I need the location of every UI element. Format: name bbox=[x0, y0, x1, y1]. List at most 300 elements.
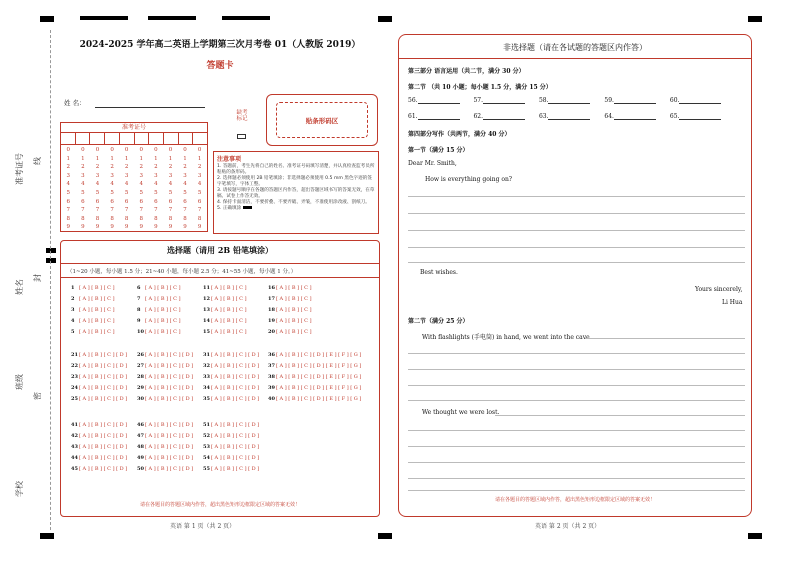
answer-options[interactable]: [ A ] [ B ] [ C ] bbox=[145, 329, 181, 335]
writing-line[interactable] bbox=[408, 196, 745, 197]
answer-options[interactable]: [ A ] [ B ] [ C ] [ D ] bbox=[211, 433, 260, 439]
exam-id-digit[interactable]: 9 bbox=[197, 224, 202, 231]
exam-id-digit[interactable]: 9 bbox=[66, 224, 71, 231]
side-label-school: 学校 bbox=[15, 481, 24, 497]
exam-id-digit[interactable]: 9 bbox=[81, 224, 85, 231]
exam-id-digit[interactable]: 6 bbox=[66, 198, 71, 205]
exam-id-digit[interactable]: 4 bbox=[124, 181, 129, 188]
answer-options[interactable]: [ A ] [ B ] [ C ] bbox=[145, 307, 181, 313]
answer-options[interactable]: [ A ] [ B ] [ C ] bbox=[79, 285, 115, 291]
writing-line[interactable] bbox=[408, 478, 745, 479]
exam-id-digit[interactable]: 9 bbox=[183, 224, 187, 231]
writing1-title: 第一节（满分 15 分） bbox=[408, 147, 469, 154]
exam-id-digit[interactable]: 4 bbox=[168, 181, 173, 188]
name-field[interactable] bbox=[95, 107, 205, 108]
answer-options[interactable]: [ A ] [ B ] [ C ] [ D ] bbox=[79, 396, 128, 402]
exam-id-digit[interactable]: 1 bbox=[197, 155, 202, 162]
question-number: 35 bbox=[203, 396, 210, 402]
question-number: 37 bbox=[268, 363, 275, 369]
exam-id-digit[interactable]: 1 bbox=[124, 155, 129, 162]
exam-id-digit[interactable]: 6 bbox=[154, 198, 158, 205]
answer-options[interactable]: [ A ] [ B ] [ C ] bbox=[276, 296, 312, 302]
card-title: 答题卡 bbox=[206, 61, 234, 71]
letter-greeting: Dear Mr. Smith, bbox=[408, 160, 457, 167]
answer-options[interactable]: [ A ] [ B ] [ C ] bbox=[211, 285, 247, 291]
exam-id-digit[interactable]: 3 bbox=[110, 172, 114, 179]
notice-item: 2. 选择题必须使用 2B 铅笔填涂；非选择题必须使用 0.5 mm 黑色字迹的签字笔填写，字体工整。 bbox=[217, 175, 372, 187]
answer-options[interactable]: [ A ] [ B ] [ C ] [ D ] bbox=[211, 396, 260, 402]
question-number: 6 bbox=[137, 285, 141, 291]
exam-id-digit[interactable]: 4 bbox=[197, 181, 202, 188]
exam-id-digit[interactable]: 7 bbox=[95, 207, 100, 214]
notice-item: 4. 保持卡面清洁，不要折叠、不要弄破、弄皱，不准使用涂改液、刮纸刀。 bbox=[217, 199, 370, 205]
exam-id-digit[interactable]: 6 bbox=[95, 198, 100, 205]
side-cut-seal: 封 bbox=[33, 274, 42, 282]
exam-id-digit[interactable]: 6 bbox=[110, 198, 114, 205]
question-number: 22 bbox=[71, 363, 78, 369]
barcode-area: 贴条形码区 bbox=[276, 102, 368, 138]
exam-id-digit[interactable]: 0 bbox=[139, 147, 144, 153]
exam-id-column[interactable] bbox=[76, 146, 91, 232]
writing-line[interactable] bbox=[408, 462, 745, 463]
exam-id-digit[interactable]: 1 bbox=[168, 155, 173, 162]
corner-mark bbox=[40, 533, 54, 539]
answer-options[interactable]: [ A ] [ B ] [ C ] [ D ] bbox=[145, 363, 194, 369]
notice-item: 3. 请按题号顺序在各题的答题区内作答，超出答题区域书写的答案无效，在草稿、试卷上作答无效。 bbox=[217, 187, 375, 199]
question-number: 8 bbox=[137, 307, 141, 313]
part3-title: 第三部分 语言运用（共二节，满分 30 分） bbox=[408, 68, 525, 75]
exam-id-digit[interactable]: 8 bbox=[66, 215, 71, 222]
answer-options[interactable]: [ A ] [ B ] [ C ] [ D ] bbox=[211, 374, 260, 380]
question-number: 44 bbox=[71, 455, 78, 461]
exam-id-digit-columns[interactable] bbox=[61, 146, 207, 232]
exam-id-digit[interactable]: 0 bbox=[183, 147, 187, 153]
exam-id-digit[interactable]: 8 bbox=[124, 215, 129, 222]
answer-options[interactable]: [ A ] [ B ] [ C ] [ D ] bbox=[145, 352, 194, 358]
exam-id-digit[interactable]: 5 bbox=[154, 189, 158, 196]
answer-blank[interactable] bbox=[418, 98, 460, 104]
answer-options[interactable]: [ A ] [ B ] [ C ] bbox=[276, 285, 312, 291]
exam-id-digit[interactable]: 4 bbox=[81, 181, 85, 188]
question-number: 9 bbox=[137, 318, 141, 324]
exam-id-digit[interactable]: 8 bbox=[168, 215, 173, 222]
answer-options[interactable]: [ A ] [ B ] [ C ] [ D ] bbox=[211, 422, 260, 428]
question-number: 38 bbox=[268, 374, 275, 380]
missing-label: 缺考 标记 bbox=[236, 110, 248, 123]
exam-id-digit[interactable]: 4 bbox=[95, 181, 100, 188]
question-number: 11 bbox=[203, 285, 210, 291]
writing2-title: 第二节（满分 25 分） bbox=[408, 318, 469, 325]
answer-options[interactable]: [ A ] [ B ] [ C ] [ D ] bbox=[145, 396, 194, 402]
exam-id-digit[interactable]: 1 bbox=[81, 155, 85, 162]
writing-line[interactable] bbox=[495, 415, 745, 416]
question-number: 53 bbox=[203, 444, 210, 450]
exam-id-column[interactable] bbox=[105, 146, 120, 232]
exam-id-digit[interactable]: 5 bbox=[95, 189, 100, 196]
answer-options[interactable]: [ A ] [ B ] [ C ] [ D ] bbox=[145, 385, 194, 391]
notice-item: 1. 答题前，考生先将自己的姓名、准考证号码填写清楚，并认真检查监考员所粘贴的条形码。 bbox=[217, 164, 375, 175]
notice-item: 5. 正确填涂 bbox=[217, 206, 375, 212]
exam-id-digit[interactable]: 3 bbox=[139, 172, 144, 179]
exam-id-write-row bbox=[61, 133, 207, 145]
exam-id-column[interactable] bbox=[192, 146, 207, 232]
question-number: 28 bbox=[137, 374, 144, 380]
exam-id-digit[interactable]: 0 bbox=[168, 147, 173, 153]
right-header: 非选择题（请在各试题的答题区内作答） bbox=[503, 43, 647, 52]
question-number: 25 bbox=[71, 396, 78, 402]
exam-id-digit[interactable]: 0 bbox=[154, 147, 158, 153]
exam-id-digit[interactable]: 2 bbox=[168, 164, 173, 171]
exam-id-digit[interactable]: 3 bbox=[168, 172, 173, 179]
timing-mark bbox=[46, 258, 56, 263]
name-label: 姓 名： bbox=[64, 99, 86, 107]
exam-id-digit[interactable]: 2 bbox=[197, 164, 202, 171]
exam-id-digit[interactable]: 7 bbox=[110, 207, 114, 214]
exam-id-digit[interactable]: 0 bbox=[66, 147, 71, 153]
exam-id-digit[interactable]: 5 bbox=[124, 189, 129, 196]
question-number: 33 bbox=[203, 374, 210, 380]
question-number: 29 bbox=[137, 385, 144, 391]
exam-id-digit[interactable]: 3 bbox=[183, 172, 187, 179]
exam-id-digit[interactable]: 4 bbox=[183, 181, 187, 188]
letter-signer: Li Hua bbox=[722, 299, 743, 306]
writing-line[interactable] bbox=[408, 490, 745, 491]
side-cut-line: 线 bbox=[33, 157, 42, 165]
exam-id-digit[interactable]: 5 bbox=[81, 189, 85, 196]
side-label-class: 班级 bbox=[15, 374, 24, 390]
corner-mark bbox=[748, 533, 762, 539]
exam-id-digit[interactable]: 6 bbox=[168, 198, 173, 205]
question-number: 21 bbox=[71, 352, 78, 358]
exam-id-digit[interactable]: 8 bbox=[110, 215, 114, 222]
blank-row-2: 61. 62. 63. 64. 65. bbox=[408, 113, 733, 120]
choice-answers[interactable] bbox=[61, 241, 379, 516]
question-number: 24 bbox=[71, 385, 78, 391]
footer-warning-left: 请在各题目的答题区域内作答，超出黑色矩形边框限定区域的答案无效！ bbox=[139, 502, 300, 508]
answer-options[interactable]: [ A ] [ B ] [ C ] [ D ] bbox=[79, 466, 128, 472]
answer-options[interactable]: [ A ] [ B ] [ C ] [ D ] bbox=[211, 455, 260, 461]
exam-id-digit[interactable]: 2 bbox=[139, 164, 144, 171]
exam-id-digit[interactable]: 1 bbox=[139, 155, 144, 162]
answer-blank[interactable] bbox=[679, 98, 721, 104]
letter-signoff: Yours sincerely, bbox=[695, 286, 743, 293]
answer-options[interactable]: [ A ] [ B ] [ C ] bbox=[145, 318, 181, 324]
answer-options[interactable]: [ A ] [ B ] [ C ] bbox=[211, 318, 247, 324]
exam-id-digit[interactable]: 7 bbox=[154, 207, 158, 214]
writing-line[interactable] bbox=[408, 430, 745, 431]
exam-id-digit[interactable]: 0 bbox=[81, 147, 85, 153]
answer-options[interactable]: [ A ] [ B ] [ C ] [ D ] [ E ] [ F ] [ G ] bbox=[276, 352, 362, 358]
timing-mark bbox=[80, 16, 128, 20]
writing-line[interactable] bbox=[408, 247, 745, 248]
exam-id-digit[interactable]: 0 bbox=[95, 147, 100, 153]
choice-note: （1~20 小题，每小题 1.5 分；21~40 小题，每小题 2.5 分；41~55 小题，每小题 1 分。） bbox=[67, 269, 297, 275]
answer-blank[interactable] bbox=[679, 114, 721, 120]
answer-blank[interactable] bbox=[548, 98, 590, 104]
letter-closing: Best wishes. bbox=[420, 269, 458, 276]
exam-id-digit[interactable]: 7 bbox=[81, 207, 85, 214]
exam-id-digit[interactable]: 7 bbox=[183, 207, 187, 214]
answer-options[interactable]: [ A ] [ B ] [ C ] [ D ] bbox=[79, 363, 128, 369]
answer-options[interactable]: [ A ] [ B ] [ C ] [ D ] [ E ] [ F ] [ G ] bbox=[276, 363, 362, 369]
question-number: 47 bbox=[137, 433, 144, 439]
exam-id-digit[interactable]: 8 bbox=[154, 215, 158, 222]
letter-opening: How is everything going on? bbox=[425, 176, 513, 183]
exam-id-column[interactable] bbox=[90, 146, 105, 232]
choice-title: 选择题（请用 2B 铅笔填涂） bbox=[167, 245, 273, 255]
question-number: 3 bbox=[71, 307, 75, 313]
question-number: 5 bbox=[71, 329, 75, 335]
exam-id-digit[interactable]: 6 bbox=[81, 198, 85, 205]
answer-options[interactable]: [ A ] [ B ] [ C ] [ D ] bbox=[79, 444, 128, 450]
exam-id-digit[interactable]: 7 bbox=[168, 207, 173, 214]
answer-options[interactable]: [ A ] [ B ] [ C ] [ D ] bbox=[79, 374, 128, 380]
exam-id-digit[interactable]: 2 bbox=[95, 164, 100, 171]
exam-id-digit[interactable]: 9 bbox=[110, 224, 114, 231]
answer-options[interactable]: [ A ] [ B ] [ C ] [ D ] bbox=[211, 385, 260, 391]
exam-id-digit[interactable]: 1 bbox=[154, 155, 158, 162]
exam-id-digit[interactable]: 6 bbox=[197, 198, 202, 205]
exam-id-digit[interactable]: 0 bbox=[110, 147, 114, 153]
writing-line[interactable] bbox=[408, 400, 745, 401]
answer-options[interactable]: [ A ] [ B ] [ C ] bbox=[276, 307, 312, 313]
writing-line[interactable] bbox=[408, 262, 745, 263]
filled-sample-mark bbox=[243, 206, 252, 209]
answer-options[interactable]: [ A ] [ B ] [ C ] [ D ] bbox=[211, 466, 260, 472]
question-number: 32 bbox=[203, 363, 210, 369]
answer-options[interactable]: [ A ] [ B ] [ C ] [ D ] bbox=[211, 352, 260, 358]
answer-options[interactable]: [ A ] [ B ] [ C ] [ D ] bbox=[145, 374, 194, 380]
continuation-para1: With flashlights (手电筒) in hand, we went into the cave. bbox=[422, 334, 592, 341]
answer-options[interactable]: [ A ] [ B ] [ C ] [ D ] bbox=[145, 422, 194, 428]
question-number: 23 bbox=[71, 374, 78, 380]
question-number: 41 bbox=[71, 422, 78, 428]
exam-id-column[interactable] bbox=[61, 146, 76, 232]
exam-id-digit[interactable]: 7 bbox=[124, 207, 129, 214]
question-number: 42 bbox=[71, 433, 78, 439]
answer-options[interactable]: [ A ] [ B ] [ C ] bbox=[276, 329, 312, 335]
answer-blank[interactable] bbox=[483, 98, 525, 104]
exam-id-digit[interactable]: 1 bbox=[66, 155, 71, 162]
exam-id-digit[interactable]: 7 bbox=[66, 207, 71, 214]
answer-options[interactable]: [ A ] [ B ] [ C ] bbox=[79, 329, 115, 335]
exam-title: 2024-2025 学年高二英语上学期第三次月考卷 01（人教版 2019） bbox=[79, 40, 361, 50]
exam-id-digit[interactable]: 8 bbox=[81, 215, 85, 222]
question-number: 39 bbox=[268, 385, 275, 391]
answer-options[interactable]: [ A ] [ B ] [ C ] bbox=[145, 296, 181, 302]
question-number: 2 bbox=[71, 296, 75, 302]
exam-id-column[interactable] bbox=[163, 146, 178, 232]
exam-id-digit[interactable]: 5 bbox=[197, 189, 202, 196]
answer-options[interactable]: [ A ] [ B ] [ C ] [ D ] bbox=[145, 466, 194, 472]
exam-id-digit[interactable]: 3 bbox=[154, 172, 158, 179]
question-number: 15 bbox=[203, 329, 210, 335]
answer-options[interactable]: [ A ] [ B ] [ C ] [ D ] bbox=[79, 422, 128, 428]
exam-id-digit[interactable]: 2 bbox=[124, 164, 129, 171]
answer-options[interactable]: [ A ] [ B ] [ C ] [ D ] bbox=[145, 433, 194, 439]
answer-options[interactable]: [ A ] [ B ] [ C ] [ D ] bbox=[79, 433, 128, 439]
question-number: 19 bbox=[268, 318, 275, 324]
corner-mark bbox=[378, 16, 392, 22]
exam-id-digit[interactable]: 2 bbox=[110, 164, 114, 171]
answer-options[interactable]: [ A ] [ B ] [ C ] bbox=[211, 296, 247, 302]
question-number: 51 bbox=[203, 422, 210, 428]
answer-options[interactable]: [ A ] [ B ] [ C ] [ D ] bbox=[145, 455, 194, 461]
question-number: 26 bbox=[137, 352, 144, 358]
question-number: 14 bbox=[203, 318, 210, 324]
answer-options[interactable]: [ A ] [ B ] [ C ] bbox=[79, 296, 115, 302]
answer-options[interactable]: [ A ] [ B ] [ C ] [ D ] bbox=[79, 385, 128, 391]
exam-id-digit[interactable]: 3 bbox=[197, 172, 202, 179]
answer-blank[interactable] bbox=[614, 114, 656, 120]
exam-id-digit[interactable]: 1 bbox=[110, 155, 114, 162]
exam-id-digit[interactable]: 4 bbox=[66, 181, 71, 188]
question-number: 16 bbox=[268, 285, 275, 291]
question-number: 31 bbox=[203, 352, 210, 358]
footer-warning-right: 请在各题目的答题区域内作答，超出黑色矩形边框限定区域的答案无效！ bbox=[494, 497, 655, 503]
binding-line bbox=[50, 30, 51, 530]
exam-id-column[interactable] bbox=[149, 146, 164, 232]
exam-id-digit[interactable]: 4 bbox=[110, 181, 114, 188]
timing-mark bbox=[46, 248, 56, 253]
side-label-id: 准考证号 bbox=[15, 153, 24, 185]
answer-options[interactable]: [ A ] [ B ] [ C ] bbox=[276, 318, 312, 324]
question-number: 45 bbox=[71, 466, 78, 472]
side-cut-secret: 密 bbox=[33, 392, 42, 400]
exam-id-digit[interactable]: 2 bbox=[81, 164, 85, 171]
question-number: 18 bbox=[268, 307, 275, 313]
exam-id-column[interactable] bbox=[134, 146, 149, 232]
question-number: 55 bbox=[203, 466, 210, 472]
exam-id-digit[interactable]: 3 bbox=[124, 172, 129, 179]
question-number: 34 bbox=[203, 385, 210, 391]
answer-options[interactable]: [ A ] [ B ] [ C ] bbox=[145, 285, 181, 291]
exam-id-digit[interactable]: 6 bbox=[139, 198, 144, 205]
writing-line[interactable] bbox=[408, 369, 745, 370]
question-number: 43 bbox=[71, 444, 78, 450]
exam-id-digit[interactable]: 9 bbox=[168, 224, 173, 231]
answer-options[interactable]: [ A ] [ B ] [ C ] [ D ] bbox=[79, 455, 128, 461]
exam-id-digit[interactable]: 9 bbox=[124, 224, 129, 231]
exam-id-column[interactable] bbox=[178, 146, 193, 232]
exam-id-header: 准考证号 bbox=[61, 123, 207, 133]
answer-options[interactable]: [ A ] [ B ] [ C ] bbox=[211, 329, 247, 335]
writing-line[interactable] bbox=[408, 353, 745, 354]
answer-options[interactable]: [ A ] [ B ] [ C ] [ D ] bbox=[79, 352, 128, 358]
answer-options[interactable]: [ A ] [ B ] [ C ] [ D ] [ E ] [ F ] [ G ] bbox=[276, 385, 362, 391]
exam-id-digit[interactable]: 3 bbox=[95, 172, 100, 179]
exam-id-digit[interactable]: 2 bbox=[183, 164, 187, 171]
exam-id-digit[interactable]: 5 bbox=[110, 189, 114, 196]
answer-blank[interactable] bbox=[483, 114, 525, 120]
writing-line[interactable] bbox=[408, 230, 745, 231]
notice-box bbox=[213, 151, 379, 234]
exam-id-digit[interactable]: 8 bbox=[183, 215, 187, 222]
answer-options[interactable]: [ A ] [ B ] [ C ] bbox=[79, 318, 115, 324]
exam-id-grid bbox=[60, 122, 208, 232]
answer-options[interactable]: [ A ] [ B ] [ C ] [ D ] bbox=[145, 444, 194, 450]
exam-id-digit[interactable]: 2 bbox=[66, 164, 71, 171]
timing-mark bbox=[222, 16, 270, 20]
answer-options[interactable]: [ A ] [ B ] [ C ] [ D ] [ E ] [ F ] [ G ] bbox=[276, 374, 362, 380]
page-number-right: 英语 第 2 页（共 2 页） bbox=[535, 523, 601, 530]
exam-id-digit[interactable]: 5 bbox=[66, 189, 71, 196]
part4-title: 第四部分写作（共两节，满分 40 分） bbox=[408, 131, 511, 138]
exam-id-column[interactable] bbox=[119, 146, 134, 232]
exam-id-digit[interactable]: 8 bbox=[139, 215, 144, 222]
answer-blank[interactable] bbox=[614, 98, 656, 104]
writing-line[interactable] bbox=[408, 213, 745, 214]
exam-id-digit[interactable]: 7 bbox=[139, 207, 144, 214]
exam-id-digit[interactable]: 8 bbox=[95, 215, 100, 222]
writing-line[interactable] bbox=[585, 338, 745, 339]
exam-id-digit[interactable]: 6 bbox=[183, 198, 187, 205]
exam-id-digit[interactable]: 0 bbox=[124, 147, 129, 153]
question-number: 20 bbox=[268, 329, 275, 335]
exam-id-digit[interactable]: 8 bbox=[197, 215, 202, 222]
answer-options[interactable]: [ A ] [ B ] [ C ] bbox=[211, 307, 247, 313]
question-number: 54 bbox=[203, 455, 210, 461]
section2-title: 第二节 （共 10 小题；每小题 1.5 分，满分 15 分） bbox=[408, 84, 552, 91]
exam-id-digit[interactable]: 5 bbox=[168, 189, 173, 196]
corner-mark bbox=[378, 533, 392, 539]
exam-id-digit[interactable]: 4 bbox=[139, 181, 144, 188]
notice-title: 注意事项 bbox=[217, 156, 242, 163]
side-label-name: 姓名 bbox=[15, 279, 24, 295]
exam-id-digit[interactable]: 7 bbox=[197, 207, 202, 214]
exam-id-digit[interactable]: 6 bbox=[124, 198, 129, 205]
question-number: 48 bbox=[137, 444, 144, 450]
exam-id-digit[interactable]: 4 bbox=[154, 181, 158, 188]
exam-id-digit[interactable]: 5 bbox=[139, 189, 144, 196]
writing-line[interactable] bbox=[408, 385, 745, 386]
question-number: 10 bbox=[137, 329, 144, 335]
missing-box[interactable] bbox=[237, 134, 246, 139]
exam-id-digit[interactable]: 3 bbox=[81, 172, 85, 179]
exam-id-digit[interactable]: 5 bbox=[183, 189, 187, 196]
question-number: 50 bbox=[137, 466, 144, 472]
answer-options[interactable]: [ A ] [ B ] [ C ] [ D ] [ E ] [ F ] [ G ] bbox=[276, 396, 362, 402]
question-number: 40 bbox=[268, 396, 275, 402]
question-number: 30 bbox=[137, 396, 144, 402]
exam-id-digit[interactable]: 9 bbox=[154, 224, 158, 231]
blank-row-1: 56. 57. 58. 59. 60. bbox=[408, 97, 733, 104]
exam-id-digit[interactable]: 2 bbox=[154, 164, 158, 171]
timing-mark bbox=[148, 16, 196, 20]
question-number: 17 bbox=[268, 296, 275, 302]
exam-id-digit[interactable]: 1 bbox=[183, 155, 187, 162]
exam-id-digit[interactable]: 0 bbox=[197, 147, 202, 153]
answer-options[interactable]: [ A ] [ B ] [ C ] bbox=[79, 307, 115, 313]
answer-options[interactable]: [ A ] [ B ] [ C ] [ D ] bbox=[211, 444, 260, 450]
question-number: 12 bbox=[203, 296, 210, 302]
exam-id-digit[interactable]: 1 bbox=[95, 155, 100, 162]
answer-blank[interactable] bbox=[548, 114, 590, 120]
writing-line[interactable] bbox=[408, 446, 745, 447]
answer-blank[interactable] bbox=[418, 114, 460, 120]
answer-options[interactable]: [ A ] [ B ] [ C ] [ D ] bbox=[211, 363, 260, 369]
exam-id-digit[interactable]: 9 bbox=[95, 224, 100, 231]
header-divider bbox=[398, 58, 752, 59]
exam-id-digit[interactable]: 3 bbox=[66, 172, 71, 179]
corner-mark bbox=[748, 16, 762, 22]
question-number: 27 bbox=[137, 363, 144, 369]
page-number-left: 英语 第 1 页（共 2 页） bbox=[170, 523, 236, 530]
question-number: 46 bbox=[137, 422, 144, 428]
question-number: 4 bbox=[71, 318, 75, 324]
exam-id-digit[interactable]: 9 bbox=[139, 224, 144, 231]
choice-section bbox=[60, 240, 380, 517]
